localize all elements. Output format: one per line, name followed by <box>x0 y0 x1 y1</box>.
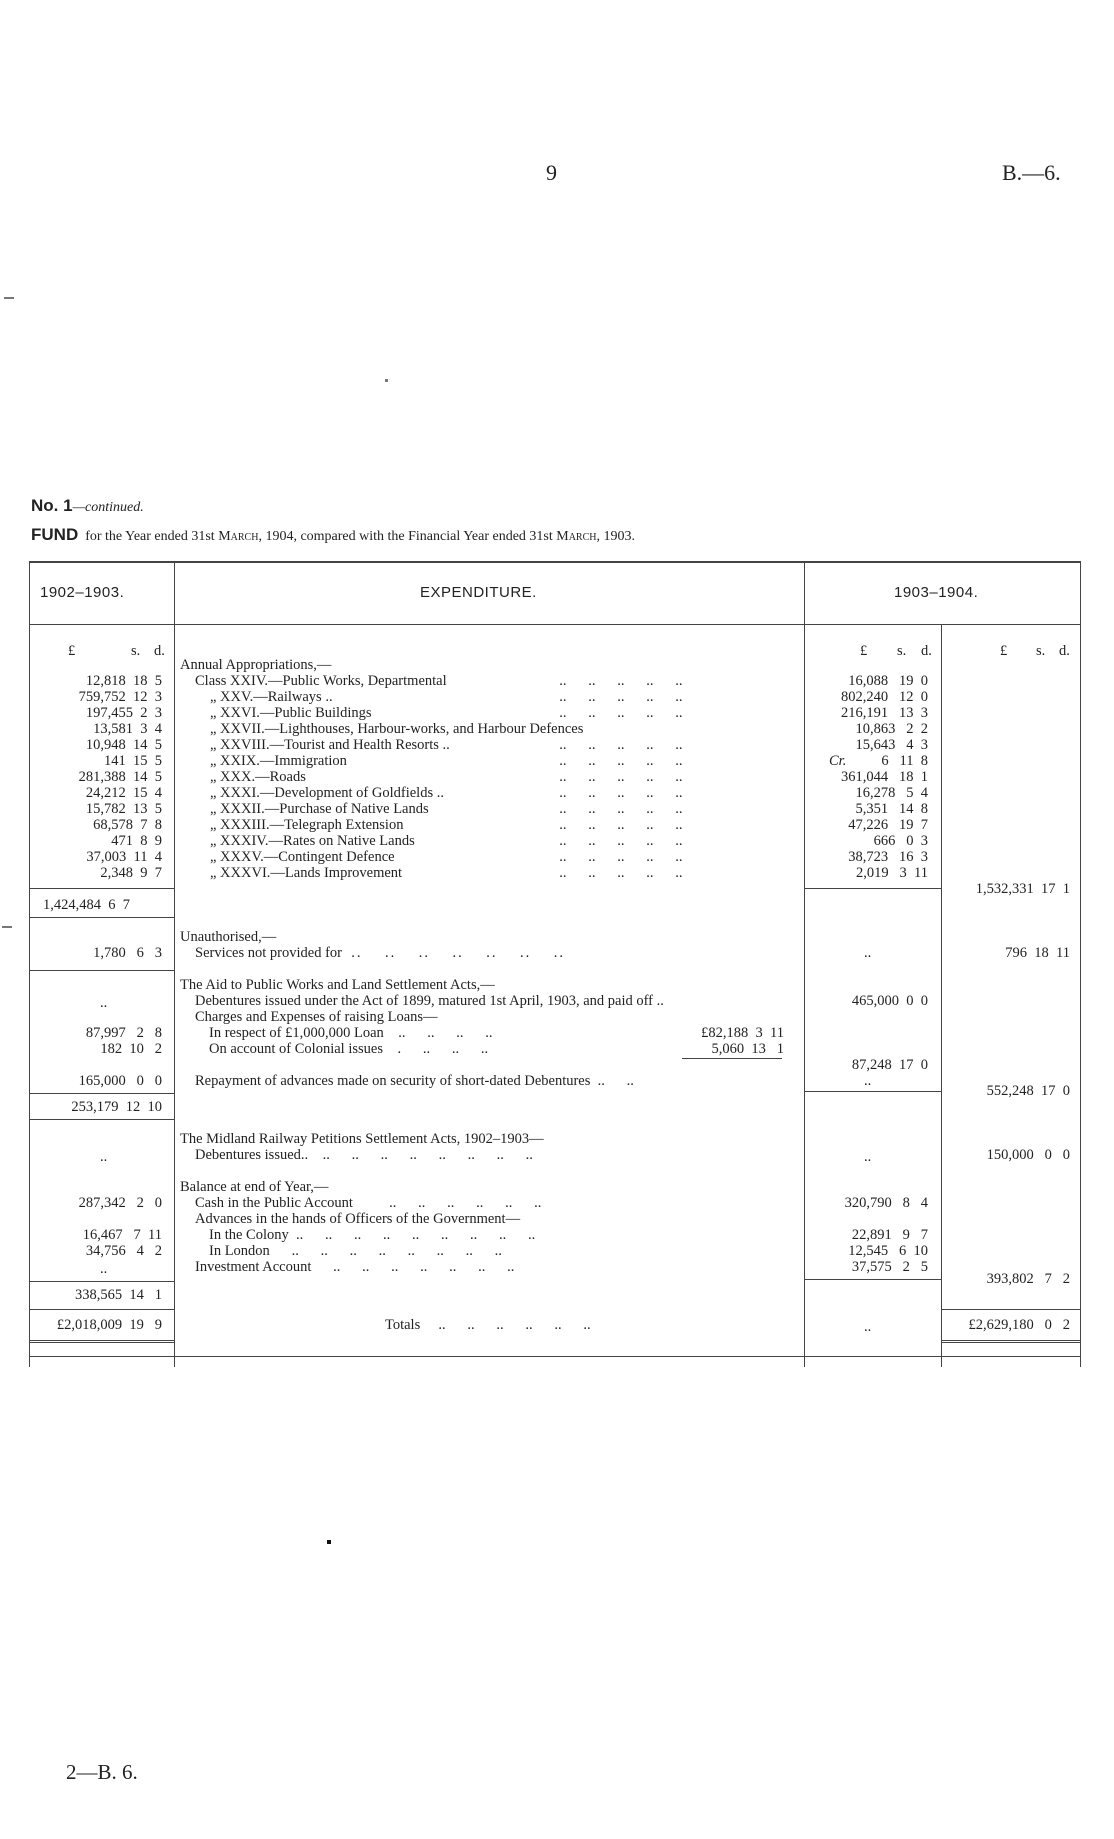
subtotal-rule <box>29 1093 175 1094</box>
annual-row-curr: 16,088 19 0 <box>848 673 928 689</box>
document-reference: B.—6. <box>1002 160 1061 185</box>
unit-pounds: £ <box>68 643 76 659</box>
annual-row-prev: 2,348 9 7 <box>100 865 162 881</box>
midland-curr: .. <box>864 1149 872 1165</box>
row-label: Debentures issued.. .. .. .. .. .. .. .. .. <box>195 1147 533 1163</box>
row-label: In London .. .. .. .. .. .. .. .. <box>209 1243 502 1259</box>
unauth-curr: .. <box>864 945 872 961</box>
column-rule <box>29 562 30 1367</box>
annual-row-prev: 759,752 12 3 <box>78 689 162 705</box>
totals-rule <box>29 1309 175 1310</box>
cash-curr: 320,790 8 4 <box>844 1195 928 1211</box>
aid-deb-prev: .. <box>100 995 108 1011</box>
annual-row-prev: 10,948 14 5 <box>85 737 162 753</box>
leader-dots: .. .. .. .. .. <box>552 689 683 705</box>
annual-row-label: „ XXV.—Railways .. <box>210 689 333 705</box>
annual-row-label: „ XXVI.—Public Buildings <box>210 705 372 721</box>
scan-mark <box>327 1540 331 1544</box>
row-label: Services not provided for .. .. .. .. .. .. .. <box>195 945 565 961</box>
credit-marker: Cr. <box>829 753 847 769</box>
annual-row-prev: 12,818 18 5 <box>85 673 162 689</box>
annual-row-label: „ XXXIII.—Telegraph Extension <box>210 817 404 833</box>
aid-repay-curr: .. <box>864 1073 872 1089</box>
header-expenditure: EXPENDITURE. <box>420 584 537 601</box>
cash-prev: 287,342 2 0 <box>78 1195 162 1211</box>
aid-curr-total: 552,248 17 0 <box>986 1083 1070 1099</box>
header-1903-1904: 1903–1904. <box>894 584 979 601</box>
section-heading-midland: The Midland Railway Petitions Settlement Acts, 1902–1903— <box>180 1131 544 1147</box>
section-heading-aid: The Aid to Public Works and Land Settlement Acts,— <box>180 977 495 993</box>
aid-loan-inner: £82,188 3 11 <box>701 1025 784 1041</box>
table-number: No. 1—continued. <box>31 496 144 515</box>
leader-dots: .. .. .. .. .. <box>552 849 683 865</box>
row-label: On account of Colonial issues . .. .. .. <box>209 1041 489 1057</box>
section-rule <box>29 917 175 918</box>
totals-label: Totals .. .. .. .. .. .. <box>385 1317 591 1333</box>
subtotal-rule <box>804 888 941 889</box>
annual-row-prev: 281,388 14 5 <box>78 769 162 785</box>
unit-shillings: s. <box>131 643 141 659</box>
leader-dots: .. .. .. .. .. <box>552 817 683 833</box>
annual-row-label: Class XXIV.—Public Works, Departmental <box>195 673 447 689</box>
balance-curr-total: 393,802 7 2 <box>986 1271 1070 1287</box>
subtotal-rule <box>29 888 175 889</box>
row-label: Debentures issued under the Act of 1899, matured 1st April, 1903, and paid off .. <box>195 993 664 1009</box>
totals-curr-dots: .. <box>864 1319 872 1335</box>
colony-prev: 16,467 7 11 <box>82 1227 162 1243</box>
aid-deb-curr: 465,000 0 0 <box>851 993 928 1009</box>
london-curr: 12,545 6 10 <box>848 1243 928 1259</box>
row-label: Cash in the Public Account .. .. .. .. .. .. <box>195 1195 542 1211</box>
header-1902-1903: 1902–1903. <box>40 584 125 601</box>
aid-col-prev: 182 10 2 <box>100 1041 162 1057</box>
unit-shillings: s. <box>1036 643 1046 659</box>
inv-prev: .. <box>100 1261 108 1277</box>
subtotal-rule <box>804 1279 941 1280</box>
unit-pence: d. <box>154 643 165 659</box>
column-rule <box>804 562 805 1367</box>
annual-row-prev: 68,578 7 8 <box>93 817 162 833</box>
totals-curr: £2,629,180 0 2 <box>968 1317 1070 1333</box>
leader-dots: .. .. .. .. .. <box>552 801 683 817</box>
section-heading-annual: Annual Appropriations,— <box>180 657 332 673</box>
header-rule <box>29 624 1081 625</box>
annual-row-curr: 6 11 8 <box>881 753 928 769</box>
inv-curr: 37,575 2 5 <box>851 1259 928 1275</box>
column-rule <box>1080 562 1081 1367</box>
aid-loan-prev: 87,997 2 8 <box>85 1025 162 1041</box>
annual-row-prev: 141 15 5 <box>104 753 162 769</box>
section-rule <box>29 970 175 971</box>
unauth-total: 796 18 11 <box>1005 945 1070 961</box>
unauth-prev: 1,780 6 3 <box>93 945 162 961</box>
column-rule <box>174 562 175 1367</box>
table-top-rule <box>29 561 1081 563</box>
annual-row-curr: 802,240 12 0 <box>841 689 928 705</box>
leader-dots: .. .. .. .. .. <box>552 785 683 801</box>
section-heading-balance: Balance at end of Year,— <box>180 1179 329 1195</box>
annual-row-curr: 5,351 14 8 <box>855 801 928 817</box>
unit-pounds: £ <box>1000 643 1008 659</box>
totals-double-rule <box>29 1340 175 1343</box>
annual-row-prev: 13,581 3 4 <box>93 721 162 737</box>
colony-curr: 22,891 9 7 <box>851 1227 928 1243</box>
annual-row-curr: 666 0 3 <box>873 833 928 849</box>
annual-row-label: „ XXVII.—Lighthouses, Harbour-works, and Harbour Defences <box>210 721 584 737</box>
page-number: 9 <box>546 160 557 185</box>
row-label: In the Colony .. .. .. .. .. .. .. .. .. <box>209 1227 536 1243</box>
annual-row-curr: 361,044 18 1 <box>841 769 928 785</box>
subtotal-rule <box>804 1091 941 1092</box>
annual-prev-total: 1,424,484 6 7 <box>43 897 130 913</box>
row-label: Charges and Expenses of raising Loans— <box>195 1009 438 1025</box>
section-rule <box>29 1119 175 1120</box>
annual-curr-total: 1,532,331 17 1 <box>975 881 1070 897</box>
annual-row-prev: 197,455 2 3 <box>85 705 162 721</box>
table-title: FUND for the Year ended 31st March, 1904, compared with the Financial Year ended 31st March, 1903. <box>31 525 635 544</box>
table-bottom-rule <box>29 1356 1081 1357</box>
annual-row-prev: 15,782 13 5 <box>85 801 162 817</box>
leader-dots: .. .. .. .. .. <box>552 673 683 689</box>
scan-mark <box>385 379 388 382</box>
leader-dots: .. .. .. .. .. <box>552 753 683 769</box>
section-heading-unauthorised: Unauthorised,— <box>180 929 277 945</box>
annual-row-prev: 37,003 11 4 <box>86 849 162 865</box>
leader-dots: .. .. .. .. .. <box>552 737 683 753</box>
leader-dots: .. .. .. .. .. <box>552 705 683 721</box>
annual-row-prev: 24,212 15 4 <box>85 785 162 801</box>
annual-row-curr: 216,191 13 3 <box>841 705 928 721</box>
totals-double-rule <box>941 1340 1081 1343</box>
annual-row-curr: 15,643 4 3 <box>855 737 928 753</box>
unit-pounds: £ <box>860 643 868 659</box>
midland-prev: .. <box>100 1149 108 1165</box>
scan-mark <box>4 297 14 299</box>
annual-row-label: „ XXXIV.—Rates on Native Lands <box>210 833 415 849</box>
annual-row-prev: 471 8 9 <box>111 833 162 849</box>
row-label: Advances in the hands of Officers of the Government— <box>195 1211 521 1227</box>
leader-dots: .. .. .. .. .. <box>552 769 683 785</box>
row-label: Investment Account .. .. .. .. .. .. .. <box>195 1259 515 1275</box>
aid-prev-total: 253,179 12 10 <box>71 1099 162 1115</box>
annual-row-label: „ XXXII.—Purchase of Native Lands <box>210 801 429 817</box>
row-label: In respect of £1,000,000 Loan .. .. .. .. <box>209 1025 493 1041</box>
subtotal-rule <box>29 1281 175 1282</box>
annual-row-label: „ XXXI.—Development of Goldfields .. <box>210 785 444 801</box>
annual-row-label: „ XXXVI.—Lands Improvement <box>210 865 403 881</box>
midland-total: 150,000 0 0 <box>986 1147 1070 1163</box>
annual-row-curr: 47,226 19 7 <box>848 817 928 833</box>
annual-row-curr: 10,863 2 2 <box>855 721 928 737</box>
balance-prev-total: 338,565 14 1 <box>75 1287 162 1303</box>
annual-row-label: „ XXIX.—Immigration <box>210 753 347 769</box>
unit-shillings: s. <box>897 643 907 659</box>
annual-row-label: „ XXX.—Roads <box>210 769 306 785</box>
row-label: Repayment of advances made on security of short-dated Debentures .. .. <box>195 1073 634 1089</box>
london-prev: 34,756 4 2 <box>85 1243 162 1259</box>
page-footer: 2—B. 6. <box>66 1760 138 1784</box>
annual-row-curr: 16,278 5 4 <box>855 785 928 801</box>
totals-rule <box>941 1309 1081 1310</box>
leader-dots: .. .. .. .. .. <box>552 865 683 881</box>
unit-pence: d. <box>921 643 932 659</box>
annual-row-curr: 2,019 3 11 <box>856 865 928 881</box>
annual-row-label: „ XXVIII.—Tourist and Health Resorts .. <box>210 737 450 753</box>
annual-row-label: „ XXXV.—Contingent Defence <box>210 849 395 865</box>
totals-prev: £2,018,009 19 9 <box>56 1317 162 1333</box>
column-rule <box>941 625 942 1367</box>
aid-repay-prev: 165,000 0 0 <box>78 1073 162 1089</box>
scan-mark <box>2 926 12 928</box>
leader-dots: .. .. .. .. .. <box>552 833 683 849</box>
aid-charges-curr: 87,248 17 0 <box>851 1057 928 1073</box>
inner-subtotal-rule <box>682 1058 782 1059</box>
unit-pence: d. <box>1059 643 1070 659</box>
annual-row-curr: 38,723 16 3 <box>848 849 928 865</box>
aid-col-inner: 5,060 13 1 <box>711 1041 784 1057</box>
